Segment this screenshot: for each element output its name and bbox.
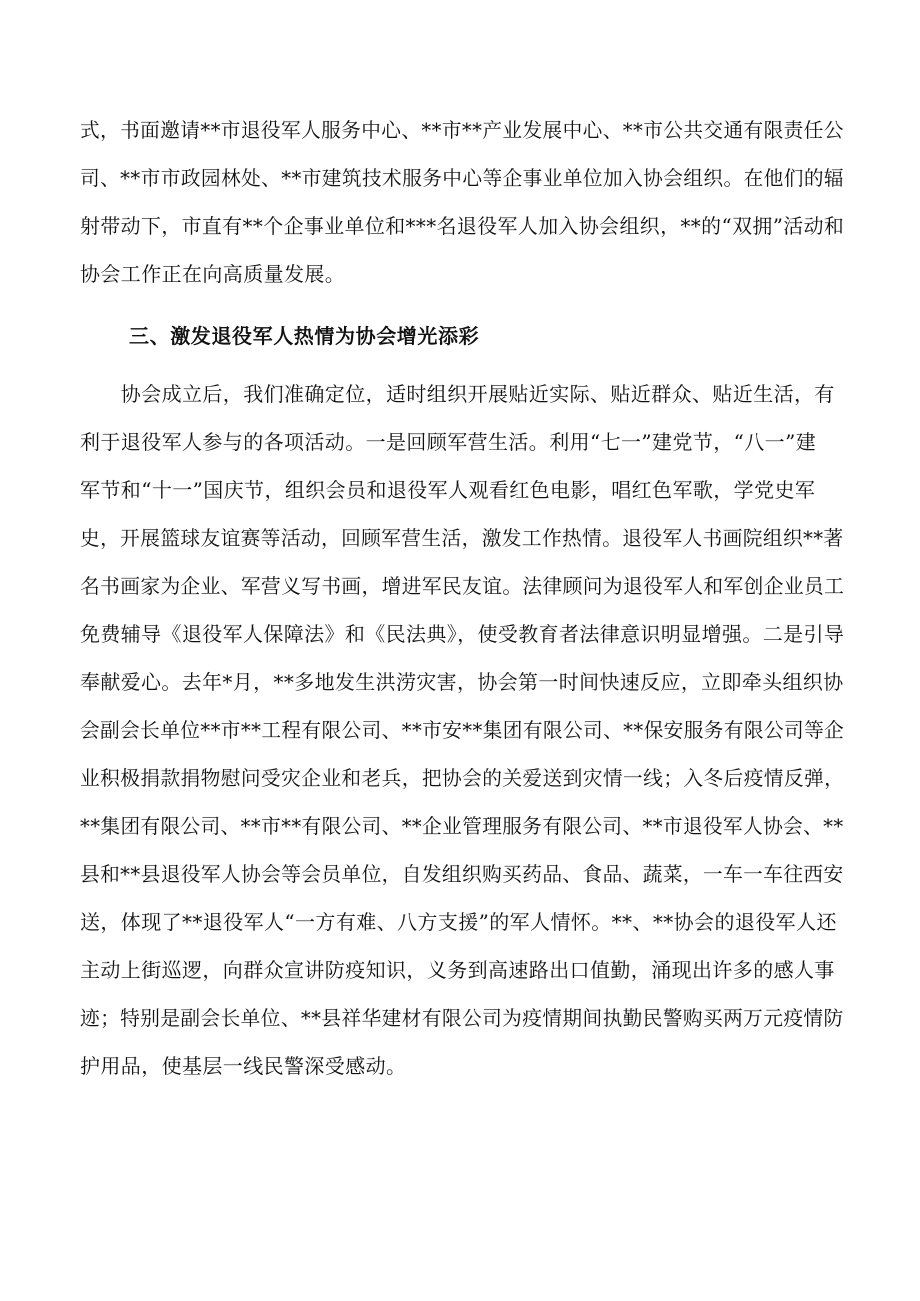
- paragraph-2-line: 护用品，使基层一线民警深受感动。: [80, 1054, 407, 1078]
- paragraph-2-line: 迹；特别是副会长单位、**县祥华建材有限公司为疫情期间执勤民警购买两万元疫情防: [80, 1006, 844, 1030]
- paragraph-2-line: 主动上街巡逻，向群众宣讲防疫知识，义务到高速路出口值勤，涌现出许多的感人事: [80, 958, 835, 982]
- paragraph-1-line: 司、**市市政园林处、**市建筑技术服务中心等企事业单位加入协会组织。在他们的辐: [80, 166, 844, 190]
- paragraph-2-line: 会副会长单位**市**工程有限公司、**市安**集团有限公司、**保安服务有限公司等企: [80, 718, 845, 742]
- paragraph-2-line: 县和**县退役军人协会等会员单位，自发组织购买药品、食品、蔬菜，一车一车往西安: [80, 862, 844, 886]
- paragraph-2-line: 利于退役军人参与的各项活动。一是回顾军营生活。利用“七一”建党节，“八一”建: [80, 430, 817, 454]
- paragraph-2-line: 军节和“十一”国庆节，组织会员和退役军人观看红色电影，唱红色军歌，学党史军: [80, 478, 816, 502]
- paragraph-1-line: 射带动下，市直有**个企事业单位和***名退役军人加入协会组织，**的“双拥”活动和: [80, 214, 845, 238]
- paragraph-2-line: 史，开展篮球友谊赛等活动，回顾军营生活，激发工作热情。退役军人书画院组织**著: [80, 526, 844, 550]
- paragraph-2-line: 送，体现了**退役军人“一方有难、八方支援”的军人情怀。**、**协会的退役军人还: [80, 910, 837, 934]
- paragraph-1-line: 协会工作正在向高质量发展。: [80, 262, 346, 286]
- paragraph-1-line: 式，书面邀请**市退役军人服务中心、**市**产业发展中心、**市公共交通有限责任公: [80, 118, 844, 142]
- paragraph-2-line: 名书画家为企业、军营义写书画，增进军民友谊。法律顾问为退役军人和军创企业员工: [80, 574, 845, 598]
- paragraph-2-line: 业积极捐款捐物慰问受灾企业和老兵，把协会的关爱送到灾情一线；入冬后疫情反弹，: [80, 766, 845, 790]
- paragraph-2-line: 奉献爱心。去年*月，**多地发生洪涝灾害，协会第一时间快速反应，立即牵头组织协: [80, 670, 844, 694]
- section-heading: 三、激发退役军人热情为协会增光添彩: [129, 324, 480, 348]
- paragraph-2-line: 免费辅导《退役军人保障法》和《民法典》，使受教育者法律意识明显增强。二是引导: [80, 622, 845, 646]
- paragraph-2-line: 协会成立后，我们准确定位，适时组织开展贴近实际、贴近群众、贴近生活，有: [80, 382, 835, 406]
- paragraph-2-line: **集团有限公司、**市**有限公司、**企业管理服务有限公司、**市退役军人协会、**: [80, 814, 844, 838]
